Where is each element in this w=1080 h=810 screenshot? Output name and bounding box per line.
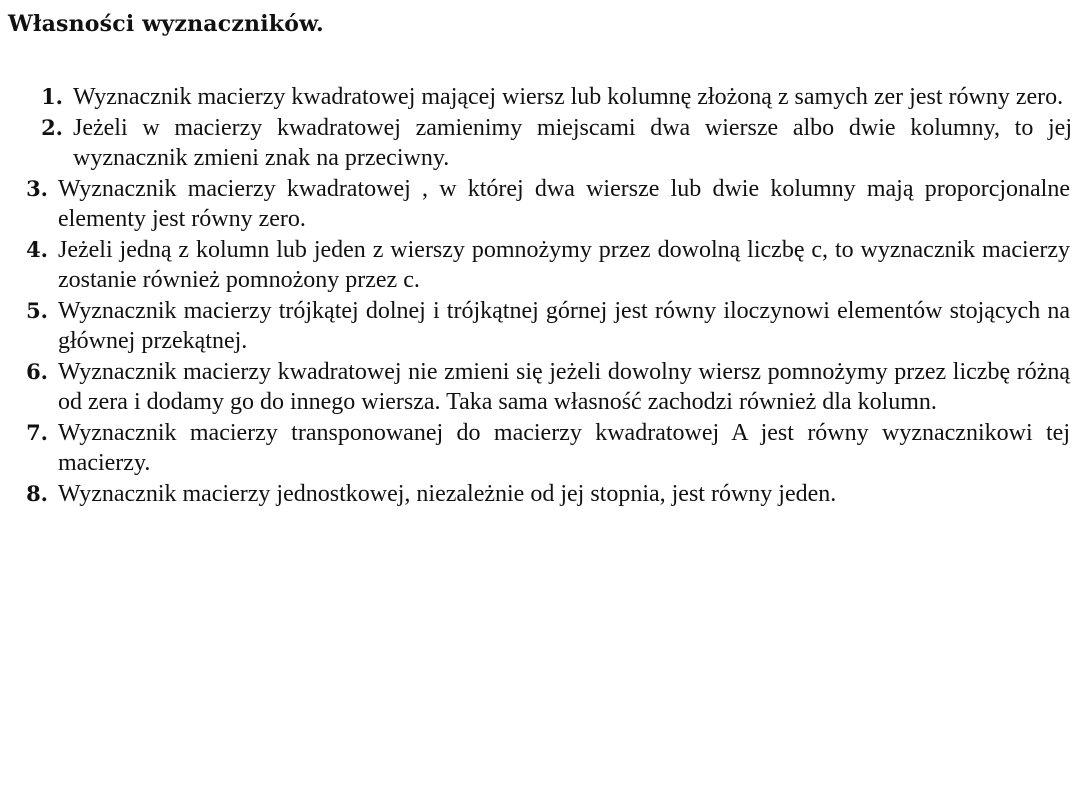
item-number: 3. [26, 175, 48, 201]
item-number: 5. [26, 297, 48, 323]
item-text: Jeżeli jedną z kolumn lub jeden z wierszy pomnożymy przez dowolną liczbę c, to wyznacznik macierzy zostanie również pomnożony przez c. [58, 236, 1070, 293]
item-number: 1. [41, 84, 63, 109]
item-number: 8. [26, 480, 48, 506]
list-item-8 [8, 479, 1072, 510]
item-text: Wyznacznik macierzy kwadratowej nie zmieni się jeżeli dowolny wiersz pomnożymy przez liczbę różną od zera i dodamy go do innego wiersza. Taka sama własność zachodzi również dla kolumn. [58, 358, 1070, 415]
list-item-4 [8, 235, 1072, 296]
list-item-7 [8, 418, 1072, 479]
list-item-3 [8, 174, 1072, 235]
item-text: Wyznacznik macierzy trójkątej dolnej i trójkątnej górnej jest równy iloczynowi elementów stojących na głównej przekątnej. [58, 297, 1070, 354]
item-number: 4. [26, 236, 48, 262]
item-number: 7. [26, 419, 48, 445]
list-item-1 [8, 82, 1072, 113]
document-page [8, 8, 1072, 509]
item-text: Wyznacznik macierzy transponowanej do macierzy kwadratowej A jest równy wyznacznikowi tej macierzy. [58, 419, 1070, 476]
item-text: Jeżeli w macierzy kwadratowej zamienimy miejscami dwa wiersze albo dwie kolumny, to jej wyznacznik zmieni znak na przeciwny. [73, 114, 1072, 171]
item-number: 6. [26, 358, 48, 384]
item-number: 2. [41, 114, 63, 140]
list-item-2 [8, 113, 1072, 174]
page-title: Własności wyznaczników. [8, 11, 324, 37]
list-item-5 [8, 296, 1072, 357]
properties-list [8, 82, 1072, 509]
item-text: Wyznacznik macierzy jednostkowej, niezależnie od jej stopnia, jest równy jeden. [58, 480, 837, 507]
item-text: Wyznacznik macierzy kwadratowej mającej wiersz lub kolumnę złożoną z samych zer jest równy zero. [73, 84, 1064, 110]
list-item-6 [8, 357, 1072, 418]
item-text: Wyznacznik macierzy kwadratowej , w której dwa wiersze lub dwie kolumny mają proporcjonalne elementy jest równy zero. [58, 175, 1070, 232]
